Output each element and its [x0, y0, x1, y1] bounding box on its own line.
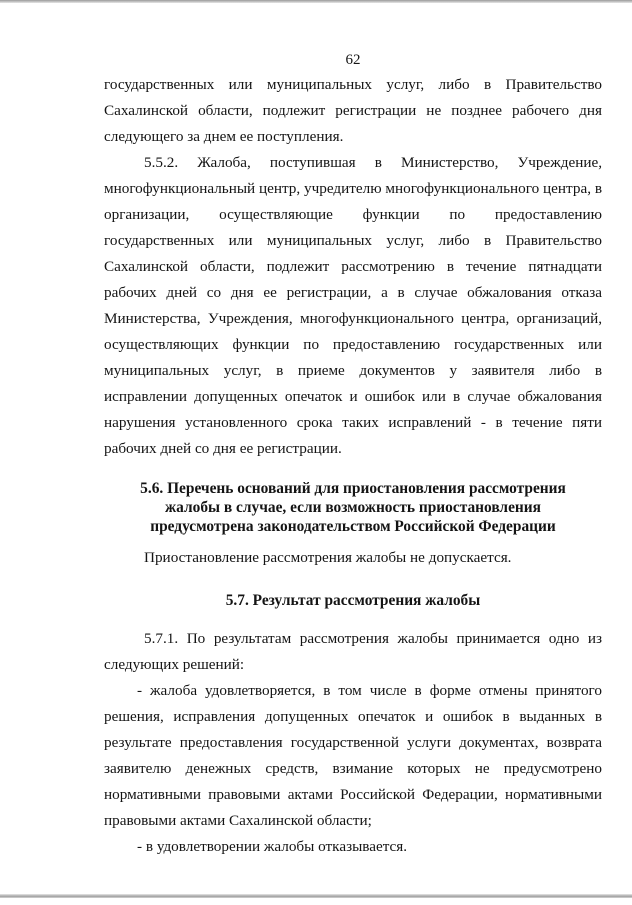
- scan-top-edge: [0, 0, 632, 3]
- document-page: [104, 50, 602, 860]
- paragraph-decision-refused: - в удовлетворении жалобы отказывается.: [137, 838, 408, 855]
- scan-bottom-edge: [0, 894, 632, 898]
- heading-5-6-line-3: предусмотрена законодательством Российской Федерации: [150, 518, 556, 535]
- page-number: 62: [345, 52, 361, 68]
- paragraph-continuation: государственных или муниципальных услуг, либо в Правительство Сахалинской области, подлежит регистрации не позднее рабочего дня следующего за днем ее поступления.: [104, 76, 602, 145]
- heading-5-6: [104, 479, 602, 536]
- heading-5-6-line-1: 5.6. Перечень оснований для приостановления рассмотрения: [140, 480, 566, 497]
- paragraph-decision-satisfied: - жалоба удовлетворяется, в том числе в форме отмены принятого решения, исправления допущенных опечаток и ошибок в выданных в результате предоставления государственной услуги документах, возврата заявителю денежных средств, взимание которых не предусмотрено нормативными правовыми актами Российской Федерации, нормативными правовыми актами Сахалинской области;: [104, 682, 602, 829]
- heading-5-7: 5.7. Результат рассмотрения жалобы: [225, 592, 481, 609]
- heading-5-6-line-2: жалобы в случае, если возможность приостановления: [165, 499, 541, 516]
- paragraph-5-6-text: Приостановление рассмотрения жалобы не допускается.: [144, 549, 512, 566]
- paragraph-5-5-2: 5.5.2. Жалоба, поступившая в Министерство, Учреждение, многофункциональный центр, учредителю многофункционального центра, в организации, осуществляющие функции по предоставлению государственных или муниципальных услуг, либо в Правительство Сахалинской области, подлежит рассмотрению в течение пятнадцати рабочих дней со дня ее регистрации, а в случае обжалования отказа Министерства, Учреждения, многофункционального центра, организаций, осуществляющих функции по предоставлению государственных или муниципальных услуг, в приеме документов у заявителя либо в исправлении допущенных опечаток и ошибок или в случае обжалования нарушения установленного срока таких исправлений - в течение пяти рабочих дней со дня ее регистрации.: [104, 154, 602, 457]
- paragraph-5-7-1: 5.7.1. По результатам рассмотрения жалобы принимается одно из следующих решений:: [104, 630, 602, 673]
